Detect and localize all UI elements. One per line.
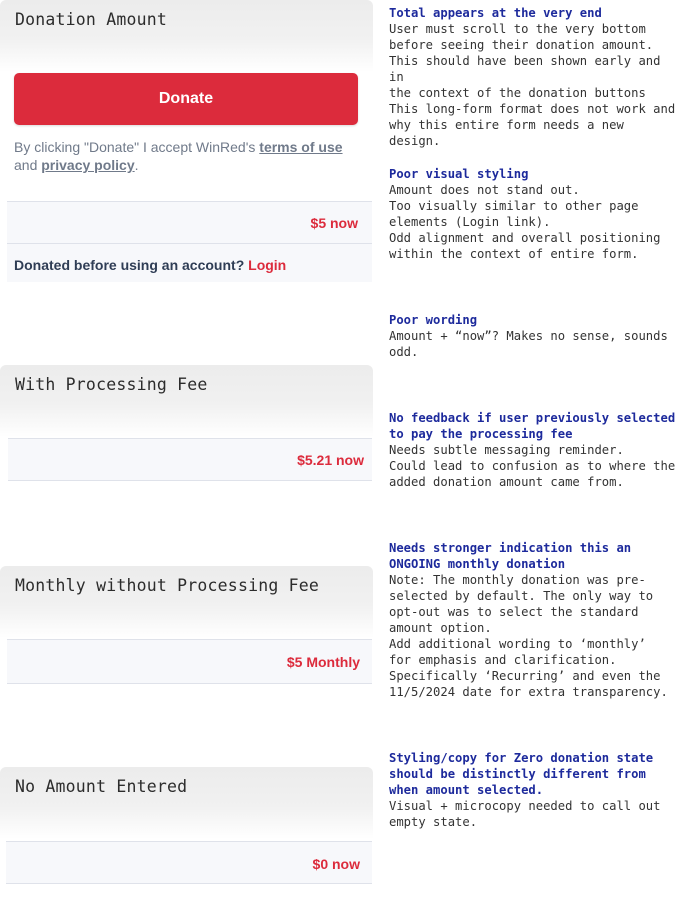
annotation-line: opt-out was to select the standard [389, 605, 639, 619]
total-bar [7, 639, 372, 684]
consent-suffix: . [134, 157, 139, 173]
annotation-line: the context of the donation buttons [389, 86, 646, 100]
annotation-heading: to pay the processing fee [389, 427, 573, 441]
annotation-heading: Styling/copy for Zero donation state [389, 751, 654, 765]
consent-and: and [14, 157, 42, 173]
annotation-line: User must scroll to the very bottom [389, 22, 646, 36]
annotation-total-position [389, 5, 681, 149]
privacy-policy-link[interactable]: privacy policy [41, 157, 135, 173]
annotation-heading: Poor visual styling [389, 167, 529, 181]
section-donation-amount-header [0, 0, 373, 72]
terms-of-use-link[interactable]: terms of use [259, 139, 343, 155]
annotation-heading: ONGOING monthly donation [389, 557, 566, 571]
total-amount: $5 Monthly [286, 654, 360, 670]
annotation-line: added donation amount came from. [389, 475, 624, 489]
annotation-visual-styling [389, 166, 681, 262]
annotation-zero-state [389, 750, 681, 830]
annotation-line: Amount + “now”? Makes no sense, sounds [389, 329, 668, 343]
annotation-line: odd. [389, 345, 419, 359]
consent-prefix: By clicking "Donate" I accept WinRed's [14, 139, 260, 155]
annotation-line: Add additional wording to ‘monthly’ [389, 637, 646, 651]
annotation-line: Note: The monthly donation was pre- [389, 573, 646, 587]
annotation-line: for emphasis and clarification. [389, 653, 617, 667]
annotation-line: selected by default. The only way to [389, 589, 654, 603]
annotation-line: Needs subtle messaging reminder. [389, 443, 624, 457]
total-amount: $0 now [312, 856, 360, 872]
annotation-line: empty state. [389, 815, 478, 829]
section-title: Monthly without Processing Fee [15, 576, 320, 595]
annotation-line: amount option. [389, 621, 492, 635]
login-prompt: Donated before using an account? [14, 257, 249, 273]
annotation-heading: Needs stronger indication this an [389, 541, 632, 555]
login-link[interactable]: Login [248, 257, 287, 273]
annotation-line: why this entire form needs a new design. [389, 118, 624, 148]
annotation-line: Visual + microcopy needed to call out [389, 799, 661, 813]
annotation-heading: Total appears at the very end [389, 6, 602, 20]
consent-text [14, 138, 364, 174]
annotation-line: Odd alignment and overall positioning [389, 231, 661, 245]
annotation-line: Could lead to confusion as to where the [389, 459, 676, 473]
donate-button[interactable]: Donate [14, 73, 358, 125]
annotation-fee-feedback [389, 410, 681, 490]
total-amount: $5 now [310, 215, 358, 231]
section-monthly-header [0, 566, 373, 638]
section-no-amount-header [0, 767, 373, 839]
annotation-heading: No feedback if user previously selected [389, 411, 676, 425]
annotation-heading: Poor wording [389, 313, 478, 327]
total-bar [6, 841, 372, 884]
total-amount: $5.21 now [297, 452, 364, 468]
annotation-line: elements (Login link). [389, 215, 551, 229]
annotation-line: Specifically ‘Recurring’ and even the [389, 669, 661, 683]
section-with-fee-header [0, 365, 373, 437]
annotation-heading: should be distinctly different from [389, 767, 646, 781]
annotation-line: Amount does not stand out. [389, 183, 580, 197]
annotation-heading: when amount selected. [389, 783, 544, 797]
section-title: Donation Amount [15, 10, 168, 29]
annotation-line: before seeing their donation amount. [389, 38, 654, 52]
annotation-line: 11/5/2024 date for extra transparency. [389, 685, 668, 699]
annotation-line: This should have been shown early and in [389, 54, 661, 84]
annotation-line: within the context of entire form. [389, 247, 639, 261]
annotation-wording [389, 312, 681, 360]
total-bar [8, 438, 372, 481]
section-title: No Amount Entered [15, 777, 188, 796]
total-bar [7, 201, 372, 244]
login-row [7, 244, 372, 282]
annotation-line: Too visually similar to other page [389, 199, 639, 213]
annotation-line: This long-form format does not work and [389, 102, 676, 116]
annotation-monthly-indication [389, 540, 681, 700]
section-title: With Processing Fee [15, 375, 208, 394]
